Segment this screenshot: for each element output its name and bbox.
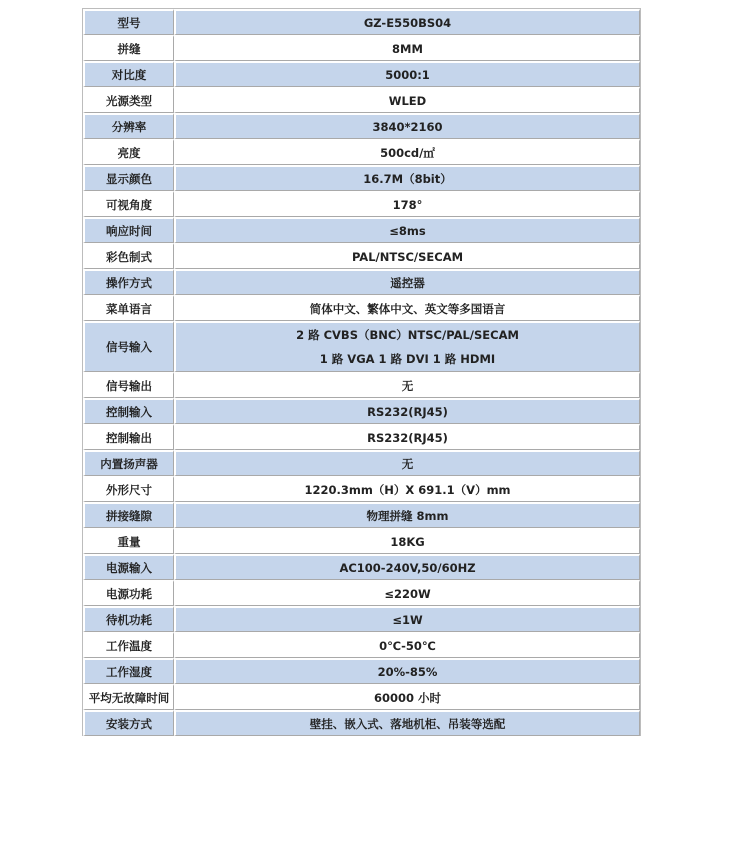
table-row bbox=[83, 476, 640, 502]
spec-label: 工作温度 bbox=[83, 632, 174, 658]
spec-value: GZ-E550BS04 bbox=[174, 9, 640, 35]
spec-label: 分辨率 bbox=[83, 113, 174, 139]
table-row bbox=[83, 87, 640, 113]
table-row bbox=[83, 9, 640, 35]
spec-label: 安装方式 bbox=[83, 710, 174, 736]
table-row bbox=[83, 502, 640, 528]
spec-value: RS232(RJ45) bbox=[174, 424, 640, 450]
spec-value: 物理拼缝 8mm bbox=[174, 502, 640, 528]
spec-label: 菜单语言 bbox=[83, 295, 174, 321]
table-row bbox=[83, 450, 640, 476]
table-row bbox=[83, 528, 640, 554]
spec-label: 工作湿度 bbox=[83, 658, 174, 684]
spec-value: 无 bbox=[174, 450, 640, 476]
spec-value: 500cd/㎡ bbox=[174, 139, 640, 165]
table-row bbox=[83, 243, 640, 269]
spec-value: 简体中文、繁体中文、英文等多国语言 bbox=[174, 295, 640, 321]
table-row bbox=[83, 372, 640, 398]
spec-label: 重量 bbox=[83, 528, 174, 554]
spec-value: 16.7M（8bit） bbox=[174, 165, 640, 191]
spec-label: 可视角度 bbox=[83, 191, 174, 217]
table-row bbox=[83, 61, 640, 87]
spec-table-body bbox=[83, 9, 640, 736]
spec-value: AC100-240V,50/60HZ bbox=[174, 554, 640, 580]
spec-label: 待机功耗 bbox=[83, 606, 174, 632]
table-row bbox=[83, 191, 640, 217]
spec-table bbox=[82, 8, 641, 736]
spec-label: 信号输出 bbox=[83, 372, 174, 398]
table-row bbox=[83, 113, 640, 139]
spec-label: 显示颜色 bbox=[83, 165, 174, 191]
table-row bbox=[83, 554, 640, 580]
spec-label: 拼接缝隙 bbox=[83, 502, 174, 528]
spec-value: RS232(RJ45) bbox=[174, 398, 640, 424]
spec-label: 电源功耗 bbox=[83, 580, 174, 606]
table-row bbox=[83, 295, 640, 321]
spec-label: 平均无故障时间 bbox=[83, 684, 174, 710]
spec-value: 18KG bbox=[174, 528, 640, 554]
spec-label: 型号 bbox=[83, 9, 174, 35]
spec-value: 壁挂、嵌入式、落地机柜、吊装等选配 bbox=[174, 710, 640, 736]
spec-value: ≤1W bbox=[174, 606, 640, 632]
table-row bbox=[83, 165, 640, 191]
spec-label: 亮度 bbox=[83, 139, 174, 165]
table-row bbox=[83, 139, 640, 165]
spec-label: 响应时间 bbox=[83, 217, 174, 243]
spec-value-line: 2 路 CVBS（BNC）NTSC/PAL/SECAM bbox=[296, 328, 519, 342]
spec-label: 操作方式 bbox=[83, 269, 174, 295]
table-row bbox=[83, 269, 640, 295]
spec-value: WLED bbox=[174, 87, 640, 113]
spec-value-line: 1 路 VGA 1 路 DVI 1 路 HDMI bbox=[319, 352, 496, 366]
spec-value: 遥控器 bbox=[174, 269, 640, 295]
spec-value: ≤8ms bbox=[174, 217, 640, 243]
spec-value: 无 bbox=[174, 372, 640, 398]
spec-label: 外形尺寸 bbox=[83, 476, 174, 502]
spec-value: 5000:1 bbox=[174, 61, 640, 87]
table-row bbox=[83, 398, 640, 424]
table-row bbox=[83, 632, 640, 658]
spec-value: 1220.3mm（H）X 691.1（V）mm bbox=[174, 476, 640, 502]
spec-label: 内置扬声器 bbox=[83, 450, 174, 476]
spec-label: 控制输入 bbox=[83, 398, 174, 424]
spec-label: 彩色制式 bbox=[83, 243, 174, 269]
table-row bbox=[83, 606, 640, 632]
spec-value: ≤220W bbox=[174, 580, 640, 606]
table-row bbox=[83, 217, 640, 243]
spec-label: 控制输出 bbox=[83, 424, 174, 450]
table-row bbox=[83, 35, 640, 61]
spec-value: 60000 小时 bbox=[174, 684, 640, 710]
table-row bbox=[83, 580, 640, 606]
spec-value: 3840*2160 bbox=[174, 113, 640, 139]
spec-label: 电源输入 bbox=[83, 554, 174, 580]
table-row bbox=[83, 658, 640, 684]
spec-label: 信号输入 bbox=[83, 321, 174, 372]
spec-label: 对比度 bbox=[83, 61, 174, 87]
spec-value: 0℃-50℃ bbox=[174, 632, 640, 658]
spec-label: 光源类型 bbox=[83, 87, 174, 113]
table-row bbox=[83, 710, 640, 736]
spec-value: 20%-85% bbox=[174, 658, 640, 684]
spec-value bbox=[174, 321, 640, 372]
table-row bbox=[83, 424, 640, 450]
spec-value: 8MM bbox=[174, 35, 640, 61]
table-row bbox=[83, 684, 640, 710]
spec-value: 178° bbox=[174, 191, 640, 217]
spec-value: PAL/NTSC/SECAM bbox=[174, 243, 640, 269]
table-row bbox=[83, 321, 640, 372]
spec-label: 拼缝 bbox=[83, 35, 174, 61]
